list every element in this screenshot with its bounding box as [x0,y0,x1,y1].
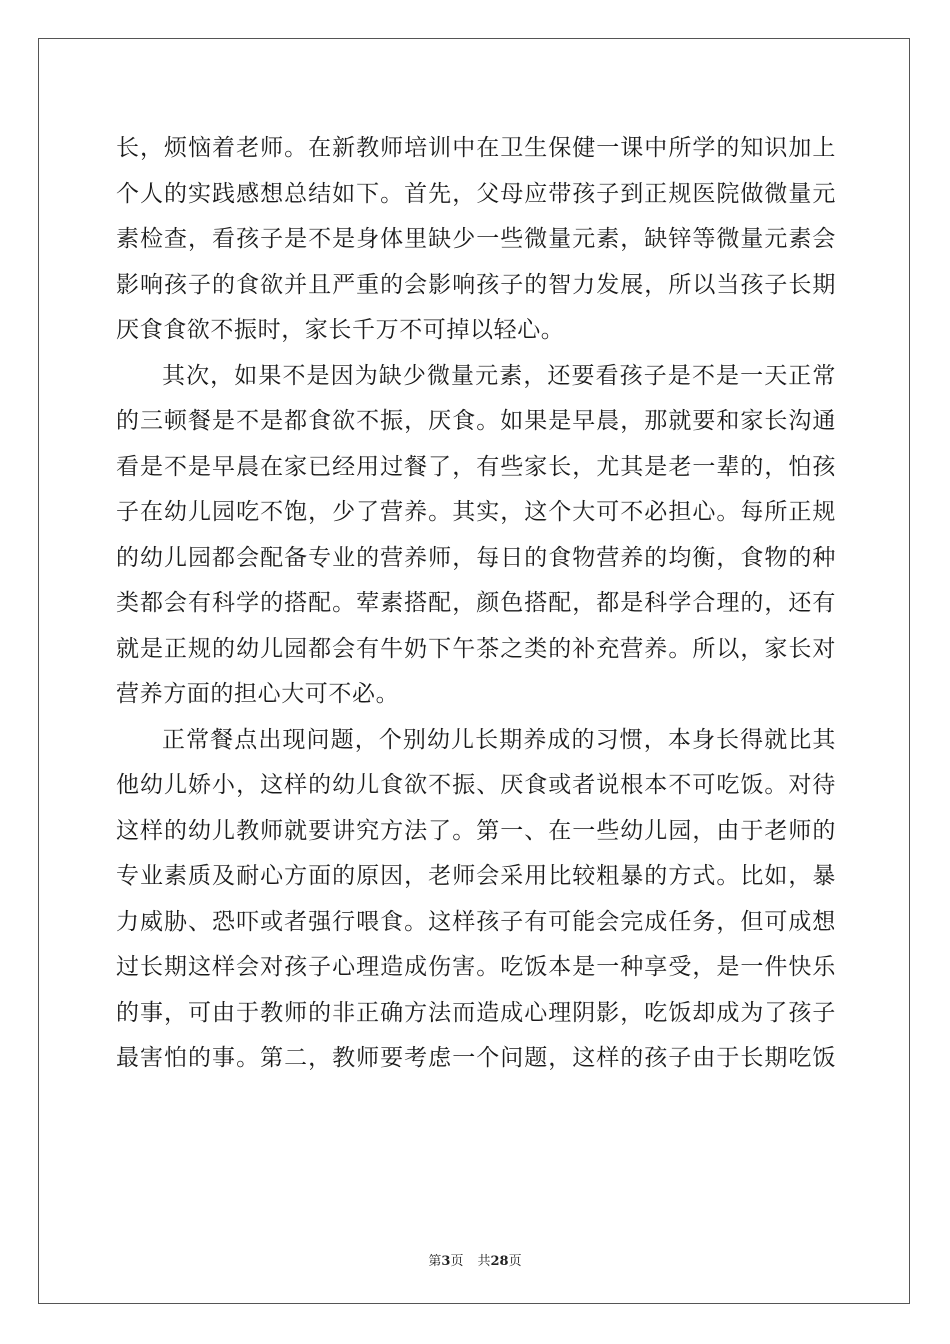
paragraph-2 [116,354,836,718]
text-line: 影响孩子的食欲并且严重的会影响孩子的智力发展，所以当孩子长期 [116,271,836,298]
text-line: 正常餐点出现问题，个别幼儿长期养成的习惯，本身长得就比其 [162,726,836,753]
text-line: 的三顿餐是不是都食欲不振，厌食。如果是早晨，那就要和家长沟通 [116,408,836,434]
page-suffix: 页 [450,1254,464,1269]
text-line: 就是正规的幼儿园都会有牛奶下午茶之类的补充营养。所以，家长对 [116,635,836,662]
text-line: 营养方面的担心大可不必。 [116,681,400,707]
text-line: 这样的幼儿教师就要讲究方法了。第一、在一些幼儿园，由于老师的 [116,817,836,844]
text-line: 其次，如果不是因为缺少微量元素，还要看孩子是不是一天正常 [162,362,836,389]
total-pages: 28 [490,1254,509,1269]
text-line: 的事，可由于教师的非正确方法而造成心理阴影，吃饭却成为了孩子 [116,999,836,1026]
total-prefix: 共 [477,1254,491,1269]
total-suffix: 页 [508,1254,522,1269]
document-body [116,126,836,1082]
page-footer [0,1250,950,1269]
paragraph-3 [116,718,836,1082]
text-line: 的幼儿园都会配备专业的营养师，每日的食物营养的均衡，食物的种 [116,544,836,571]
text-line: 子在幼儿园吃不饱，少了营养。其实，这个大可不必担心。每所正规 [116,499,836,525]
text-line: 素检查，看孩子是不是身体里缺少一些微量元素，缺锌等微量元素会 [116,226,836,252]
text-line: 个人的实践感想总结如下。首先，父母应带孩子到正规医院做微量元 [116,180,836,207]
text-line: 他幼儿娇小，这样的幼儿食欲不振、厌食或者说根本不可吃饭。对待 [116,772,836,798]
text-line: 过长期这样会对孩子心理造成伤害。吃饭本是一种享受，是一件快乐 [116,954,836,980]
text-line: 类都会有科学的搭配。荤素搭配，颜色搭配，都是科学合理的，还有 [116,590,836,616]
text-line: 看是不是早晨在家已经用过餐了，有些家长，尤其是老一辈的，怕孩 [116,453,836,480]
text-line: 力威胁、恐吓或者强行喂食。这样孩子有可能会完成任务，但可成想 [116,908,836,935]
text-line: 最害怕的事。第二，教师要考虑一个问题，这样的孩子由于长期吃饭 [116,1045,836,1071]
paragraph-1 [116,126,836,354]
page-number: 3 [441,1254,451,1269]
text-line: 厌食食欲不振时，家长千万不可掉以轻心。 [116,317,565,343]
text-line: 长，烦恼着老师。在新教师培训中在卫生保健一课中所学的知识加上 [116,135,836,161]
page-prefix: 第 [428,1254,442,1269]
text-line: 专业素质及耐心方面的原因，老师会采用比较粗暴的方式。比如，暴 [116,863,836,889]
